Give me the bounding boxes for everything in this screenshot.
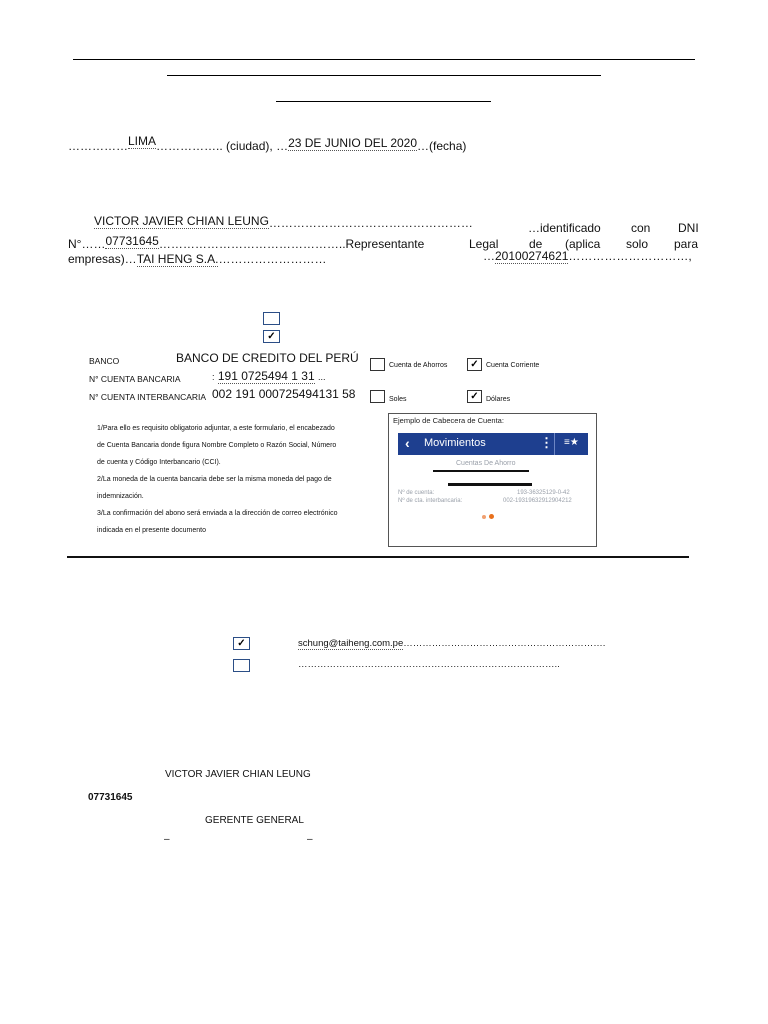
cuenta-value: 191 0725494 1 31 — [217, 369, 315, 383]
para-text: para — [674, 237, 699, 251]
declarant-line-1 — [68, 214, 700, 235]
note-line: indicada en el presente documento — [97, 527, 206, 534]
n-label: N° — [68, 237, 82, 251]
acct-value: 193-36325129-0-42 — [517, 490, 570, 496]
checkbox-option-1[interactable] — [263, 312, 280, 325]
cuenta-suffix: ... — [317, 372, 326, 382]
redacted-bar — [433, 470, 529, 472]
dots: ……………………… — [218, 252, 327, 266]
sample-header-bar — [398, 433, 588, 455]
dots: … — [417, 139, 430, 153]
declarant-line-3 — [68, 249, 700, 266]
dolares-label: Dólares — [486, 396, 511, 403]
city-suffix: (ciudad), — [226, 139, 273, 153]
top-rule-2 — [167, 75, 601, 76]
account-type: Cuentas De Ahorro — [456, 460, 516, 467]
dash: – — [307, 834, 313, 845]
de-text: de — [529, 237, 543, 251]
dots: ………………………………………………………. — [403, 638, 606, 649]
top-rule-3 — [276, 101, 491, 102]
corriente-label: Cuenta Corriente — [486, 362, 540, 369]
cci-label: N° CUENTA INTERBANCARIA — [89, 392, 207, 402]
note-line: 1/Para ello es requisito obligatorio adjuntar, a este formulario, el encabezado — [97, 425, 335, 432]
legal-text: Legal — [469, 237, 499, 251]
back-chevron-icon: ‹ — [405, 435, 410, 451]
company-name: TAI HENG S.A. — [136, 252, 219, 266]
note-line: 3/La confirmación del abono será enviada a la dirección de correo electrónico — [97, 510, 338, 517]
note-line: de Cuenta Bancaria donde figura Nombre Completo o Razón Social, Número — [97, 442, 337, 449]
cci-value: 002 191 000725494131 58 — [212, 387, 356, 401]
date-value: 23 DE JUNIO DEL 2020 — [288, 136, 418, 150]
dots: …………………………………………… — [268, 216, 473, 230]
note-line: indemnización. — [97, 493, 144, 500]
city-date-line — [68, 134, 467, 153]
dni-value: 07731645 — [105, 234, 159, 248]
sample-title: Ejemplo de Cabecera de Cuenta: — [393, 416, 504, 425]
section-separator — [67, 556, 689, 558]
redacted-bar — [448, 483, 532, 486]
acct-label: Nº de cuenta: — [398, 490, 435, 496]
note-line: 2/La moneda de la cuenta bancaria debe ser la misma moneda del pago de — [97, 476, 332, 483]
email-line-1 — [298, 638, 605, 649]
ahorros-label: Cuenta de Ahorros — [389, 362, 448, 369]
kebab-menu-icon: ⋮ — [540, 435, 553, 450]
dots: … — [276, 139, 289, 153]
dni-text: DNI — [678, 221, 699, 235]
ruc-block — [483, 249, 692, 263]
aplica-text: (aplica — [565, 237, 601, 251]
identified-text: …identificado — [528, 221, 601, 235]
soles-checkbox[interactable] — [370, 390, 385, 403]
con-text: con — [631, 221, 651, 235]
sample-account-header — [388, 413, 597, 547]
banco-value: BANCO DE CREDITO DEL PERÚ — [176, 351, 359, 365]
cci-sample-value: 002-19319632912904212 — [503, 498, 572, 504]
cci-sample-label: Nº de cta. interbancaria: — [398, 498, 463, 504]
banco-label: BANCO — [89, 356, 120, 366]
cuenta-row — [212, 369, 325, 383]
divider — [554, 433, 555, 455]
email-line-2: ……………………………………………………………………….. — [298, 659, 560, 670]
cuenta-prefix: : — [212, 372, 215, 382]
soles-label: Soles — [389, 396, 407, 403]
dots: ……………………………………….. — [158, 237, 346, 251]
top-rule-1 — [73, 59, 695, 60]
corriente-checkbox[interactable]: ✓ — [467, 358, 482, 371]
pager-dot-active — [489, 514, 494, 519]
email-value: schung@taiheng.com.pe — [298, 638, 404, 649]
menu-star-icon: ≡★ — [564, 437, 579, 448]
signer-name: VICTOR JAVIER CHIAN LEUNG — [165, 769, 311, 780]
ruc-value: 20100274621 — [495, 249, 569, 263]
dots: …………………………, — [568, 249, 692, 263]
dash: – — [164, 834, 170, 845]
dots: …………… — [68, 139, 128, 153]
ahorros-checkbox[interactable] — [370, 358, 385, 371]
note-line: de cuenta y Código Interbancario (CCI). — [97, 459, 221, 466]
declarant-name: VICTOR JAVIER CHIAN LEUNG — [94, 214, 269, 228]
sample-header-title: Movimientos — [424, 437, 486, 449]
signer-dni: 07731645 — [88, 792, 133, 803]
dolares-checkbox[interactable]: ✓ — [467, 390, 482, 403]
email-checkbox-1[interactable]: ✓ — [233, 637, 250, 650]
rep-text: Representante — [345, 237, 425, 251]
pager-dot — [482, 515, 486, 519]
checkbox-option-2[interactable]: ✓ — [263, 330, 280, 343]
dots: …… — [81, 237, 106, 251]
date-suffix: (fecha) — [429, 139, 467, 153]
city-value: LIMA — [128, 134, 157, 148]
email-checkbox-2[interactable] — [233, 659, 250, 672]
dots: … — [483, 249, 495, 263]
dots: …………….. — [156, 139, 223, 153]
solo-text: solo — [626, 237, 649, 251]
empresas-text: empresas)… — [68, 252, 137, 266]
cuenta-label: N° CUENTA BANCARIA — [89, 374, 181, 384]
signer-role: GERENTE GENERAL — [205, 815, 304, 826]
